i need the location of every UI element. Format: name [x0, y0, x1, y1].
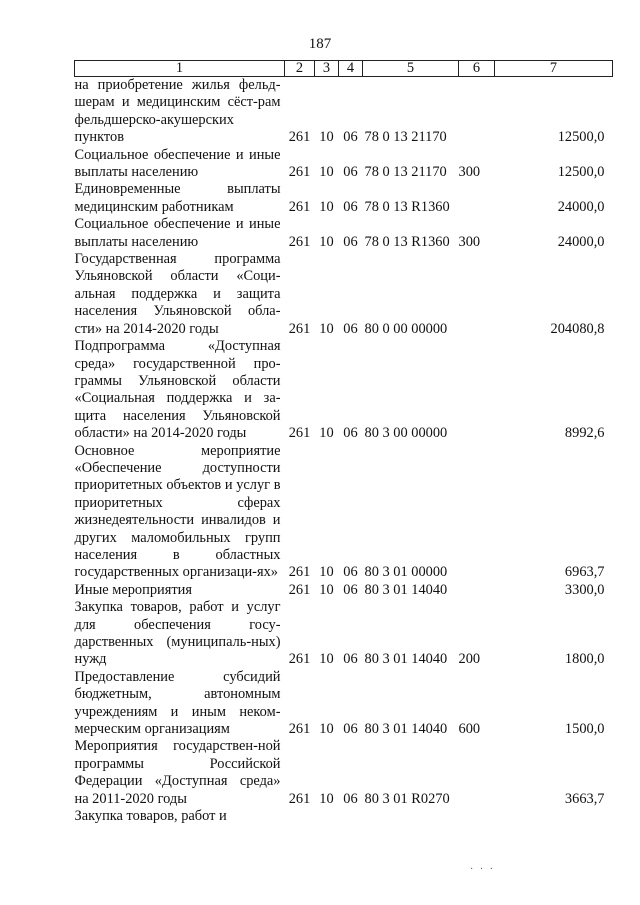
row-name: Подпрограмма «Доступная среда» государственной про-граммы Ульяновской области «Социальная поддержка и за-щита населения Ульяновской области» на 2014-2020 годы — [74, 338, 281, 442]
row-subsection: 06 — [343, 129, 358, 146]
row-amount: 8992,6 — [564, 425, 605, 442]
table-row — [75, 147, 613, 182]
row-section: 10 — [319, 164, 334, 181]
row-name: Иные мероприятия — [74, 581, 192, 598]
row-ministry-code: 261 — [288, 129, 311, 146]
table-row — [75, 582, 613, 599]
row-section: 10 — [319, 721, 334, 738]
row-section: 10 — [319, 425, 334, 442]
column-header-1: 1 — [75, 61, 285, 77]
row-amount — [495, 808, 613, 825]
row-expense-type — [459, 582, 495, 599]
row-ministry-code: 261 — [288, 651, 311, 668]
row-section: 10 — [319, 651, 334, 668]
row-name: Единовременные выплаты медицинским работникам — [74, 181, 281, 215]
row-target-code: 80 3 01 R0270 — [364, 790, 450, 807]
row-section — [315, 808, 339, 825]
row-subsection: 06 — [343, 425, 358, 442]
row-ministry-code: 261 — [288, 320, 311, 337]
row-subsection: 06 — [343, 581, 358, 598]
table-row — [75, 599, 613, 669]
row-expense-type — [459, 808, 495, 825]
column-header-4: 4 — [339, 61, 363, 77]
row-section: 10 — [319, 233, 334, 250]
row-section: 10 — [319, 320, 334, 337]
table-row — [75, 443, 613, 582]
table-row — [75, 181, 613, 216]
row-ministry-code: 261 — [288, 233, 311, 250]
table-row — [75, 251, 613, 338]
row-amount: 12500,0 — [557, 129, 605, 146]
row-target-code: 78 0 13 21170 — [364, 164, 447, 181]
row-target-code: 80 3 01 00000 — [364, 564, 448, 581]
row-expense-type — [459, 443, 495, 582]
row-expense-type — [459, 77, 495, 147]
row-name: Государственная программа Ульяновской области «Соци-альная поддержка и защита населения Ульяновской обла-сти» на 2014-2020 годы — [74, 251, 281, 337]
row-expense-type: 600 — [458, 721, 481, 738]
row-subsection: 06 — [343, 651, 358, 668]
column-header-6: 6 — [459, 61, 495, 77]
table-row — [75, 669, 613, 739]
row-amount: 24000,0 — [557, 198, 605, 215]
row-amount: 204080,8 — [550, 320, 605, 337]
budget-table — [74, 60, 613, 825]
row-amount: 1800,0 — [564, 651, 605, 668]
row-expense-type — [459, 181, 495, 216]
row-expense-type: 300 — [458, 233, 481, 250]
row-subsection: 06 — [343, 721, 358, 738]
row-name: Закупка товаров, работ и — [74, 808, 227, 825]
row-target-code — [363, 808, 459, 825]
row-name: Социальное обеспечение и иные выплаты населению — [74, 216, 281, 250]
row-ministry-code: 261 — [288, 790, 311, 807]
row-target-code: 80 0 00 00000 — [364, 320, 448, 337]
row-subsection — [339, 808, 363, 825]
row-ministry-code: 261 — [288, 164, 311, 181]
row-subsection: 06 — [343, 790, 358, 807]
row-ministry-code — [285, 808, 315, 825]
row-target-code: 80 3 01 14040 — [364, 721, 448, 738]
row-amount: 12500,0 — [557, 164, 605, 181]
row-subsection: 06 — [343, 233, 358, 250]
row-subsection: 06 — [343, 320, 358, 337]
row-expense-type: 300 — [458, 164, 481, 181]
row-amount: 3663,7 — [564, 790, 605, 807]
table-row — [75, 808, 613, 825]
column-header-7: 7 — [495, 61, 613, 77]
row-expense-type — [459, 738, 495, 808]
row-name: на приобретение жилья фельд-шерам и медицинским сёст-рам фельдшерско-акушерских пунктов — [74, 77, 281, 146]
row-amount: 3300,0 — [564, 581, 605, 598]
table-row — [75, 216, 613, 251]
row-section: 10 — [319, 790, 334, 807]
row-ministry-code: 261 — [288, 198, 311, 215]
row-target-code: 78 0 13 R1360 — [364, 233, 450, 250]
table-row — [75, 738, 613, 808]
row-section: 10 — [319, 198, 334, 215]
row-ministry-code: 261 — [288, 425, 311, 442]
row-target-code: 78 0 13 R1360 — [364, 198, 450, 215]
row-target-code: 80 3 00 00000 — [364, 425, 448, 442]
row-ministry-code: 261 — [288, 721, 311, 738]
row-section: 10 — [319, 581, 334, 598]
row-ministry-code: 261 — [288, 581, 311, 598]
scan-artifact: · · · — [470, 864, 495, 875]
row-amount: 1500,0 — [564, 721, 605, 738]
row-expense-type — [459, 338, 495, 442]
column-header-2: 2 — [285, 61, 315, 77]
row-ministry-code: 261 — [288, 564, 311, 581]
row-name: Мероприятия государствен-ной программы Российской Федерации «Доступная среда» на 2011-2020 годы — [74, 738, 281, 807]
row-section: 10 — [319, 129, 334, 146]
row-target-code: 80 3 01 14040 — [364, 651, 448, 668]
column-header-3: 3 — [315, 61, 339, 77]
row-name: Основное мероприятие «Обеспечение доступности приоритетных объектов и услуг в приоритетных сферах жизнедеятельности инвалидов и других маломобильных групп населения в областных государственных организаци-ях» — [74, 442, 281, 581]
row-amount: 6963,7 — [564, 564, 605, 581]
row-subsection: 06 — [343, 198, 358, 215]
row-expense-type: 200 — [458, 651, 481, 668]
table-header-row — [75, 61, 613, 77]
row-expense-type — [459, 251, 495, 338]
row-name: Предоставление субсидий бюджетным, автономным учреждениям и иным неком-мерческим организациям — [74, 668, 281, 738]
row-target-code: 80 3 01 14040 — [364, 581, 448, 598]
row-subsection: 06 — [343, 164, 358, 181]
row-name: Социальное обеспечение и иные выплаты населению — [74, 146, 281, 181]
row-section: 10 — [319, 564, 334, 581]
row-name: Закупка товаров, работ и услуг для обеспечения госу-дарственных (муниципаль-ных) нужд — [74, 599, 281, 668]
column-header-5: 5 — [363, 61, 459, 77]
row-amount: 24000,0 — [557, 233, 605, 250]
table-row — [75, 338, 613, 442]
page-number: 187 — [308, 36, 332, 52]
row-target-code: 78 0 13 21170 — [364, 129, 447, 146]
table-row — [75, 77, 613, 147]
row-subsection: 06 — [343, 564, 358, 581]
